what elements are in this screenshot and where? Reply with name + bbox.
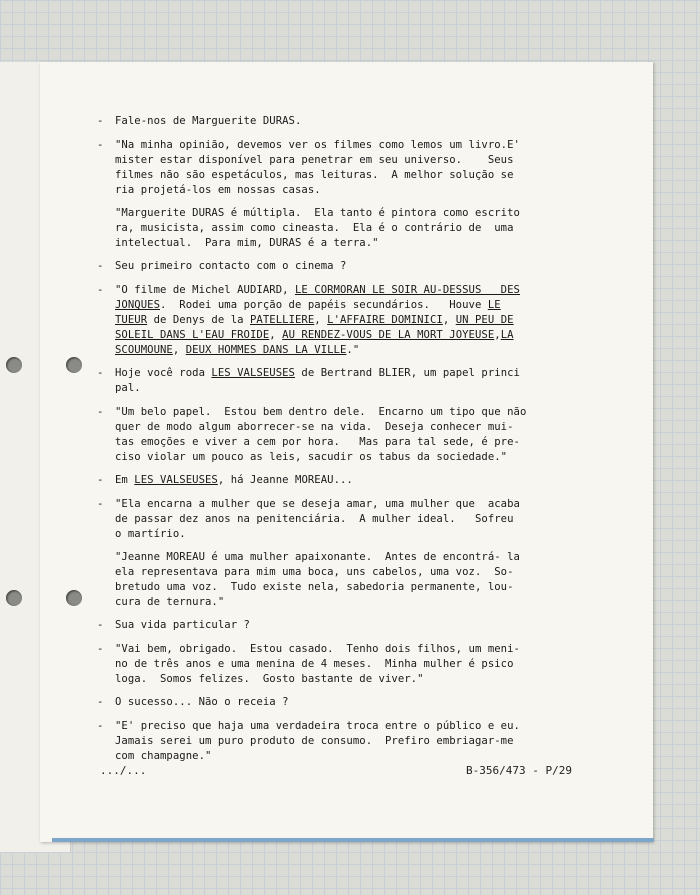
answer-line: - "Na minha opinião, devemos ver os filmes como lemos um livro.E' [115, 139, 520, 151]
answer-line: o martírio. [115, 528, 186, 540]
answer-line [115, 283, 597, 298]
answer-duras-continued [97, 206, 597, 251]
continuation-mark: .../... [100, 764, 147, 777]
answer-line: - "Um belo papel. Estou bem dentro dele. Encarno um tipo que não [115, 406, 527, 418]
text-run: de Bertrand BLIER, um papel princi [295, 367, 520, 379]
interview-text [97, 114, 597, 772]
answer-line [115, 313, 597, 328]
question-first-contact [97, 259, 597, 274]
film-title: DEUX HOMMES DANS LA VILLE [185, 344, 347, 356]
text-run: , [172, 344, 186, 356]
question-duras [97, 114, 597, 129]
director-name: PATELLIERE [250, 314, 315, 326]
answer-private-life [97, 642, 597, 687]
answer-line: "Jeanne MOREAU é uma mulher apaixonante. Antes de encontrá- la [115, 551, 520, 563]
question-text: Fale-nos de Marguerite DURAS. [115, 115, 302, 127]
answer-line: - "E' preciso que haja uma verdadeira troca entre o público e eu. [115, 720, 520, 732]
answer-first-contact [97, 283, 597, 358]
film-title: LE [487, 299, 501, 311]
question-private-life [97, 618, 597, 633]
question-line [115, 366, 597, 381]
answer-line: ciso violar um pouco as leis, sacudir os tabus da sociedade." [115, 451, 508, 463]
text-run: "O filme de Michel AUDIARD, [115, 284, 295, 296]
punch-hole-1 [66, 357, 82, 373]
answer-line: filmes não são espetáculos, mas leituras. A melhor solução se [115, 169, 514, 181]
answer-line: - "Ela encarna a mulher que se deseja amar, uma mulher que acaba [115, 498, 520, 510]
answer-line: quer de modo algum aborrecer-se na vida. Deseja conhecer mui- [115, 421, 514, 433]
text-run: . Rodei uma porção de papéis secundários. Houve [160, 299, 488, 311]
answer-line: intelectual. Para mim, DURAS é a terra." [115, 237, 379, 249]
punch-hole-2 [66, 590, 82, 606]
answer-line: tas emoções e viver a cem por hora. Mas para tal sede, é pre- [115, 436, 520, 448]
answer-line: bretudo uma voz. Tudo existe nela, sabedoria permanente, lou- [115, 581, 514, 593]
question-text: O sucesso... Não o receia ? [115, 696, 289, 708]
answer-duras [97, 138, 597, 198]
answer-line [115, 343, 597, 358]
page-edge-strip [52, 838, 654, 842]
page-reference: B-356/473 - P/29 [466, 764, 572, 777]
text-run: de Denys de la [147, 314, 250, 326]
answer-line [115, 328, 597, 343]
text-run: Hoje você roda [115, 367, 212, 379]
answer-line: com champagne." [115, 750, 212, 762]
answer-line: de passar dez anos na penitenciária. A mulher ideal. Sofreu [115, 513, 514, 525]
film-title: UN PEU DE [455, 314, 514, 326]
question-success [97, 695, 597, 710]
text-run: , [442, 314, 456, 326]
film-title: SCOUMOUNE [115, 344, 173, 356]
film-title: LE CORMORAN LE SOIR AU-DESSUS DES [294, 284, 520, 296]
answer-line: ela representava para mim uma boca, uns cabelos, uma voz. So- [115, 566, 514, 578]
answer-line: mister estar disponível para penetrar em seu universo. Seus [115, 154, 514, 166]
answer-line [115, 298, 597, 313]
answer-line: - "Vai bem, obrigado. Estou casado. Tenho dois filhos, um meni- [115, 643, 520, 655]
film-title: AU RENDEZ-VOUS DE LA MORT JOYEUSE [282, 329, 495, 341]
film-title: JONQUES [115, 299, 160, 311]
film-title: LA [500, 329, 514, 341]
punch-hole-left-2 [6, 590, 22, 606]
text-run: ." [346, 344, 360, 356]
text-run: , há Jeanne MOREAU... [217, 474, 353, 486]
question-text: Sua vida particular ? [115, 619, 250, 631]
answer-line: ria projetá-los em nossas casas. [115, 184, 321, 196]
answer-line: ra, musicista, assim como cineasta. Ela é o contrário de uma [115, 222, 514, 234]
text-run: , [269, 329, 283, 341]
text-run: , [494, 329, 501, 341]
film-title: SOLEIL DANS L'EAU FROIDE [115, 329, 270, 341]
answer-line: Jamais serei um puro produto de consumo. Prefiro embriagar-me [115, 735, 514, 747]
text-run: Em [115, 474, 135, 486]
question-line: pal. [115, 382, 141, 394]
text-run: , [314, 314, 328, 326]
answer-jeanne-moreau [97, 497, 597, 542]
answer-line: loga. Somos felizes. Gosto bastante de viver." [115, 673, 424, 685]
answer-line: no de três anos e uma menina de 4 meses. Minha mulher é psico [115, 658, 514, 670]
film-title: L'AFFAIRE DOMINICI [327, 314, 443, 326]
punch-hole-left-1 [6, 357, 22, 373]
film-title: TUEUR [115, 314, 148, 326]
question-text: Seu primeiro contacto com o cinema ? [115, 260, 347, 272]
answer-line: cura de ternura." [115, 596, 225, 608]
film-title: LES VALSEUSES [211, 367, 295, 379]
answer-jeanne-moreau-continued [97, 550, 597, 610]
question-jeanne-moreau [97, 473, 597, 488]
answer-success [97, 719, 597, 764]
answer-valseuses-role [97, 405, 597, 465]
question-valseuses-role [97, 366, 597, 396]
answer-line: "Marguerite DURAS é múltipla. Ela tanto é pintora como escrito [115, 207, 520, 219]
film-title: LES VALSEUSES [134, 474, 218, 486]
